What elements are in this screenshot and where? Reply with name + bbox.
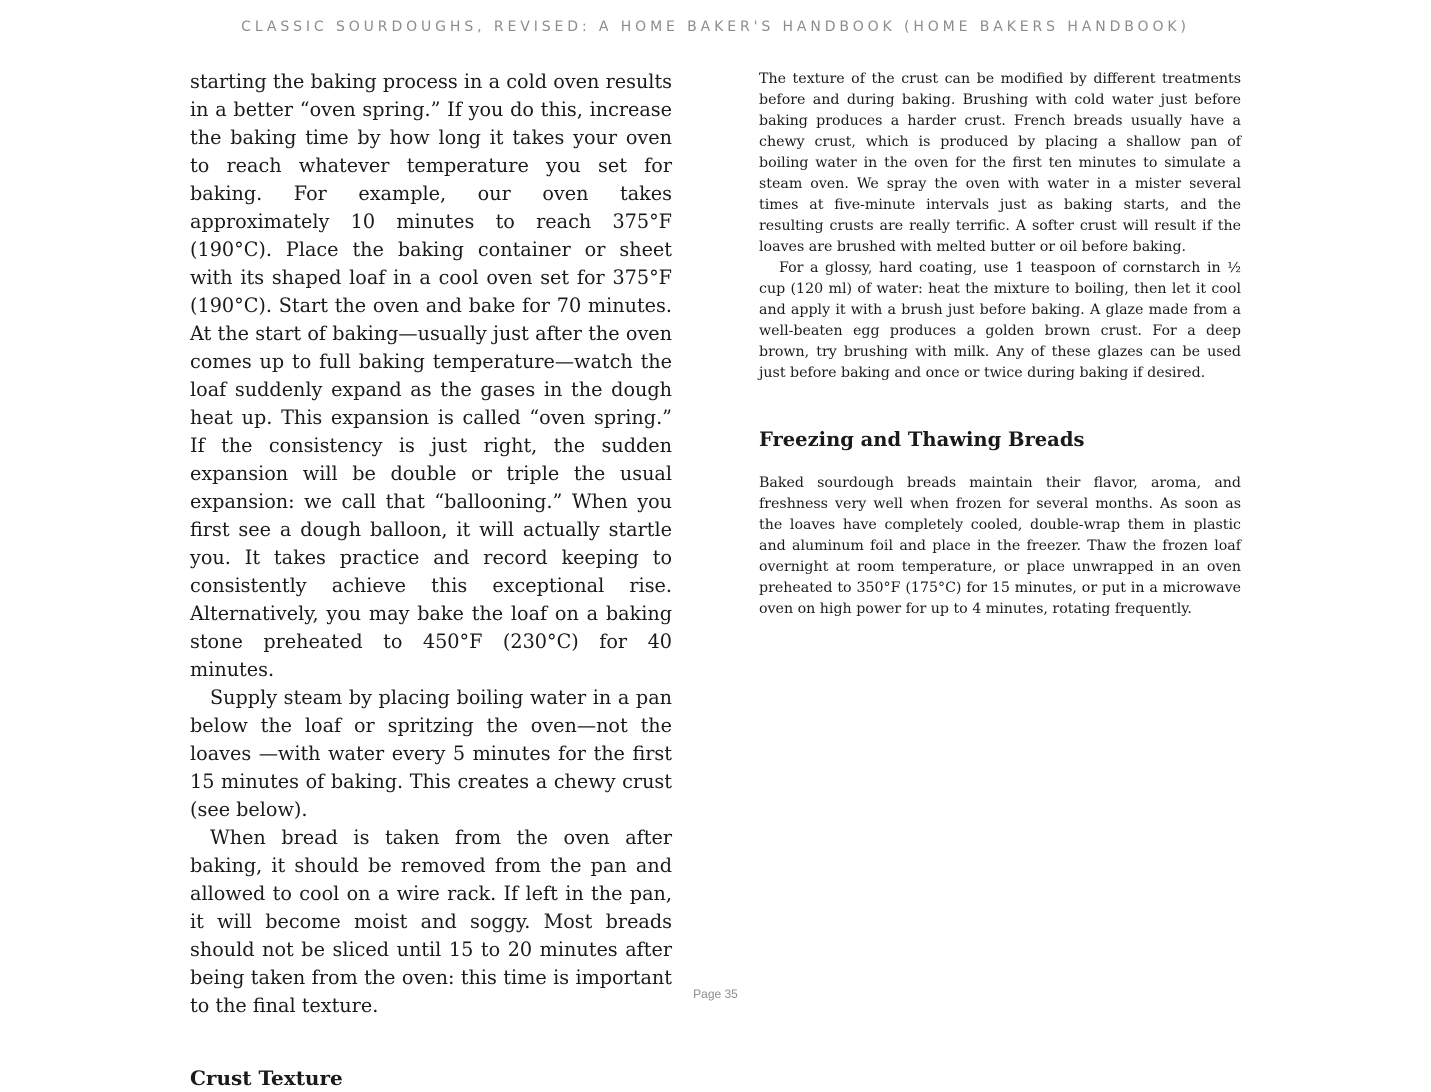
page-number: Page 35 [693,987,738,1001]
section-heading-freezing-thawing: Freezing and Thawing Breads [759,428,1085,451]
running-head: CLASSIC SOURDOUGHS, REVISED: A HOME BAKER'S HANDBOOK (HOME BAKERS HANDBOOK) [241,19,1190,35]
body-paragraph: The texture of the crust can be modified by different treatments before and during baking. Brushing with cold water just before baking produces a harder crust. French breads usually have a chewy crust, which is produced by placing a shallow pan of boiling water in the oven for the first ten minutes to simulate a steam oven. We spray the oven with water in a mister several times at five-minute intervals just as baking starts, and the resulting crusts are really terrific. A softer crust will result if the loaves are brushed with melted butter or oil before baking. [759,71,1241,255]
left-column [190,68,672,1092]
right-column [759,69,1241,620]
body-paragraph: For a glossy, hard coating, use 1 teaspoon of cornstarch in ½ cup (120 ml) of water: heat the mixture to boiling, then let it cool and apply it with a brush just before baking. A glaze made from a well-beaten egg produces a golden brown crust. For a deep brown, try brushing with milk. Any of these glazes can be used just before baking and once or twice during baking if desired. [759,260,1241,381]
section-heading-crust-texture: Crust Texture [190,1066,343,1090]
body-paragraph: starting the baking process in a cold oven results in a better “oven spring.” If you do this, increase the baking time by how long it takes your oven to reach whatever temperature you set for baking. For example, our oven takes approximately 10 minutes to reach 375°F (190°C). Place the baking container or sheet with its shaped loaf in a cool oven set for 375°F (190°C). Start the oven and bake for 70 minutes. At the start of baking—usually just after the oven comes up to full baking temperature—watch the loaf suddenly expand as the gases in the dough heat up. This expansion is called “oven spring.” If the consistency is just right, the sudden expansion will be double or triple the usual expansion: we call that “ballooning.” When you first see a dough balloon, it will actually startle you. It takes practice and record keeping to consistently achieve this exceptional rise. Alternatively, you may bake the loaf on a baking stone preheated to 450°F (230°C) for 40 minutes. [190,70,672,681]
body-paragraph: Baked sourdough breads maintain their flavor, aroma, and freshness very well when frozen for several months. As soon as the loaves have completely cooled, double-wrap them in plastic and aluminum foil and place in the freezer. Thaw the frozen loaf overnight at room temperature, or place unwrapped in an oven preheated to 350°F (175°C) for 15 minutes, or put in a microwave oven on high power for up to 4 minutes, rotating frequently. [759,475,1241,617]
body-paragraph: When bread is taken from the oven after baking, it should be removed from the pan and allowed to cool on a wire rack. If left in the pan, it will become moist and soggy. Most breads should not be sliced until 15 to 20 minutes after being taken from the oven: this time is important to the final texture. [190,826,672,1017]
body-paragraph: Supply steam by placing boiling water in a pan below the loaf or spritzing the oven—not the loaves —with water every 5 minutes for the first 15 minutes of baking. This creates a chewy crust (see below). [190,686,672,821]
